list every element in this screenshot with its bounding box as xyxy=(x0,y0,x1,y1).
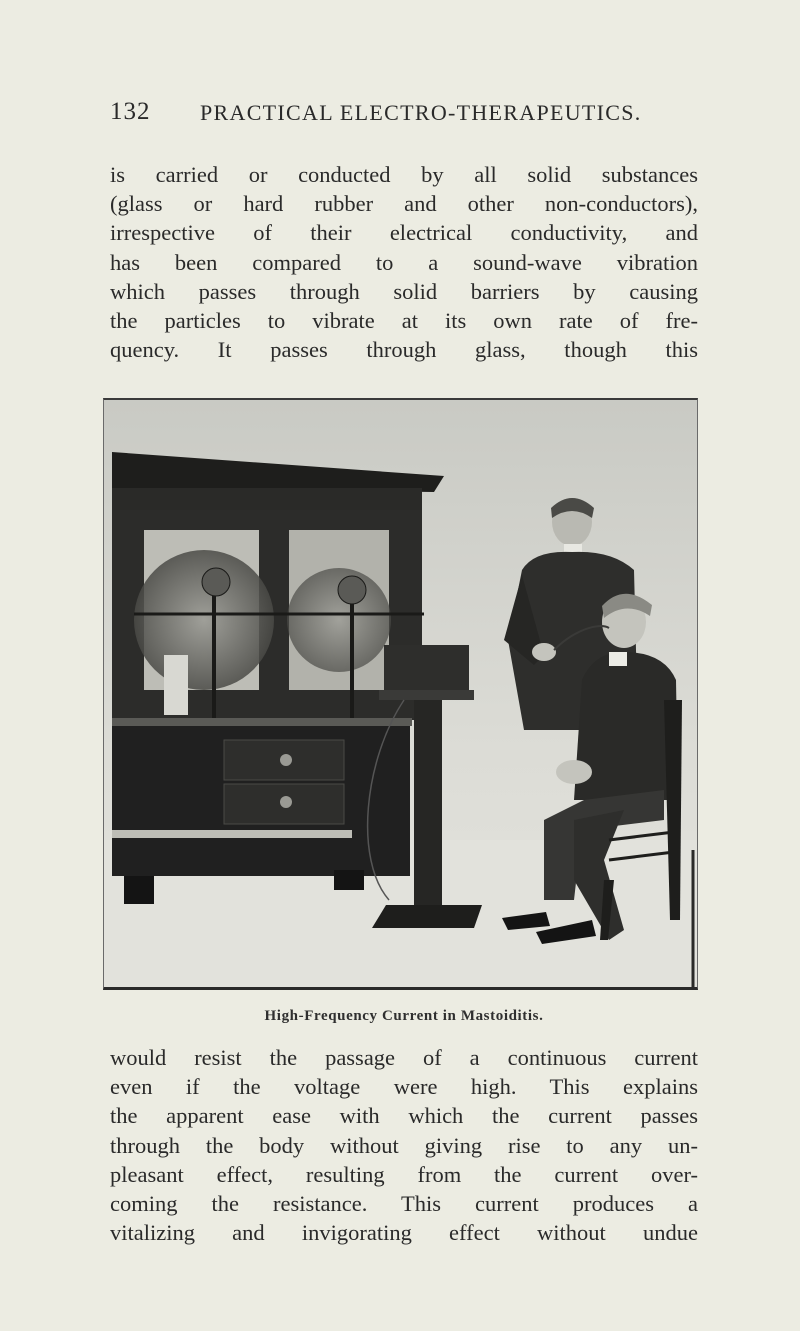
text-line: which passes through solid barriers by causing xyxy=(110,278,698,304)
page-header xyxy=(110,98,700,138)
text-line: quency. It passes through glass, though this xyxy=(110,337,698,363)
text-line: (glass or hard rubber and other non-conductors), xyxy=(110,191,698,217)
page-number: 132 xyxy=(110,98,151,125)
text-line: would resist the passage of a continuous current xyxy=(110,1045,698,1070)
running-title: PRACTICAL ELECTRO-THERAPEUTICS. xyxy=(200,100,642,125)
text-line: pleasant effect, resulting from the current over- xyxy=(110,1161,698,1187)
text-line: coming the resistance. This current produces a xyxy=(110,1191,698,1217)
figure-photograph xyxy=(103,398,698,990)
text-line: is carried or conducted by all solid substances xyxy=(110,162,698,187)
text-line: the apparent ease with which the current passes xyxy=(110,1103,698,1129)
text-line: has been compared to a sound-wave vibration xyxy=(110,249,698,275)
text-line: even if the voltage were high. This explains xyxy=(110,1074,698,1100)
paragraph-bottom xyxy=(110,1043,698,1247)
text-line: through the body without giving rise to any un- xyxy=(110,1132,698,1158)
figure-caption: High-Frequency Current in Mastoiditis. xyxy=(264,1008,544,1024)
paragraph-top xyxy=(110,160,698,364)
text-line: irrespective of their electrical conductivity, and xyxy=(110,220,698,246)
text-line: vitalizing and invigorating effect without undue xyxy=(110,1220,698,1246)
text-line: the particles to vibrate at its own rate of fre- xyxy=(110,308,698,334)
